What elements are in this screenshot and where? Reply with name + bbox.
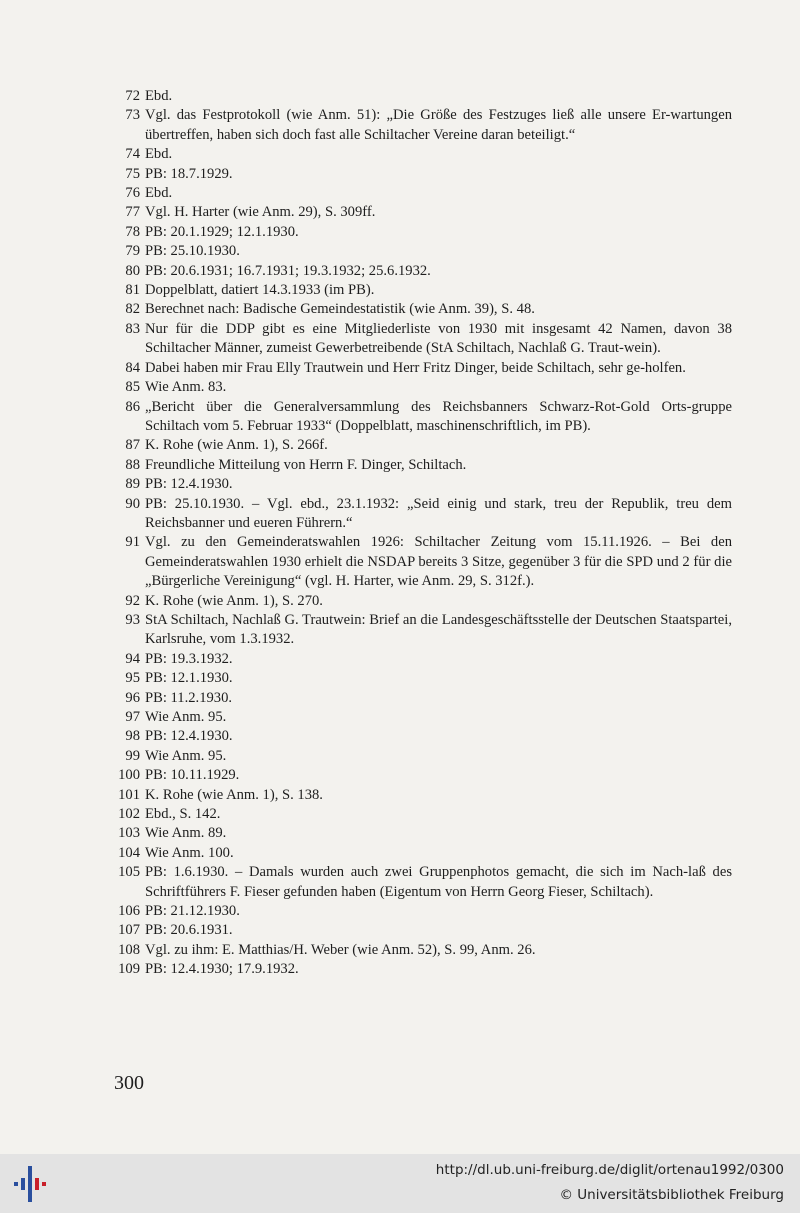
endnote-text: Dabei haben mir Frau Elly Trautwein und Herr Fritz Dinger, beide Schiltach, sehr ge-holfen. [145,359,686,376]
endnote-text: PB: 18.7.1929. [145,165,233,182]
endnote [112,863,732,902]
library-footer [0,1154,800,1213]
endnote [112,902,732,921]
endnote [112,281,732,300]
endnote [112,689,732,708]
endnote-number: 78 [125,223,140,240]
endnote-number: 100 [118,767,140,784]
endnote-number: 81 [125,282,140,299]
endnote-text: PB: 21.12.1930. [145,903,240,920]
endnote-number: 85 [125,379,140,396]
endnote [112,611,732,650]
endnote-number: 89 [125,476,140,493]
endnote-text: „Bericht über die Generalversammlung des Reichsbanners Schwarz-Rot-Gold Orts-gruppe Schiltach vom 5. Februar 1933“ (Doppelblatt, maschinenschriftlich, im PB). [145,398,732,434]
endnote-number: 91 [125,534,140,551]
endnote-text: PB: 12.4.1930; 17.9.1932. [145,961,299,978]
endnote [112,242,732,261]
endnote-number: 88 [125,456,140,473]
endnote [112,747,732,766]
endnote [112,378,732,397]
endnote [112,533,732,591]
endnote-text: Wie Anm. 83. [145,379,227,396]
endnote [112,262,732,281]
endnote [112,708,732,727]
endnote-text: Wie Anm. 100. [145,844,234,861]
endnote-number: 97 [125,709,140,725]
endnote-number: 104 [118,844,140,861]
endnote [112,727,732,746]
endnote-text: PB: 12.4.1930. [145,476,233,493]
endnote-number: 82 [125,301,140,318]
endnote-text: PB: 20.6.1931. [145,922,233,939]
endnote [112,87,732,106]
endnote-text: Freundliche Mitteilung von Herrn F. Dinger, Schiltach. [145,456,467,473]
endnote-number: 108 [118,941,140,958]
endnote [112,669,732,688]
endnote-number: 94 [125,650,140,667]
endnote-number: 77 [125,204,140,221]
endnote-number: 103 [118,825,140,842]
endnote [112,786,732,805]
endnote [112,650,732,669]
endnote [112,320,732,359]
endnote-text: PB: 1.6.1930. – Damals wurden auch zwei Gruppenphotos gemacht, die sich im Nach-laß des Schriftführers F. Fieser gefunden haben (Eigentum von Herrn Georg Fieser, Schiltach). [145,864,732,900]
endnote-text: Vgl. das Festprotokoll (wie Anm. 51): „Die Größe des Festzuges ließ alle unsere Er-wartungen übertreffen, haben sich doch fast alle Schiltacher Vereine daran beteiligt.“ [145,107,732,143]
endnote-text: Doppelblatt, datiert 14.3.1933 (im PB). [145,282,375,299]
endnote-text: Vgl. H. Harter (wie Anm. 29), S. 309ff. [145,204,376,221]
endnote [112,805,732,824]
endnote-text: PB: 20.6.1931; 16.7.1931; 19.3.1932; 25.6.1932. [145,262,431,279]
endnote-text: Ebd. [145,185,173,202]
endnote-text: Berechnet nach: Badische Gemeindestatistik (wie Anm. 39), S. 48. [145,301,535,318]
endnote-text: K. Rohe (wie Anm. 1), S. 266f. [145,437,328,454]
endnote-number: 96 [125,689,140,706]
endnote [112,495,732,534]
endnote-number: 80 [125,262,140,279]
endnote-number: 87 [125,437,140,454]
endnote-number: 101 [118,786,140,803]
endnote-text: PB: 20.1.1929; 12.1.1930. [145,223,299,240]
endnote-text: PB: 12.4.1930. [145,728,233,745]
endnote-number: 107 [118,922,140,939]
endnote-text: Vgl. zu ihm: E. Matthias/H. Weber (wie Anm. 52), S. 99, Anm. 26. [145,941,536,958]
endnote-text: Wie Anm. 95. [145,747,227,764]
endnote-text: K. Rohe (wie Anm. 1), S. 270. [145,592,323,609]
source-url-link[interactable]: http://dl.ub.uni-freiburg.de/diglit/ortenau1992/0300 [435,1162,784,1178]
endnote-text: PB: 19.3.1932. [145,650,233,667]
endnote-text: StA Schiltach, Nachlaß G. Trautwein: Brief an die Landesgeschäftsstelle der Deutschen Staatspartei, Karlsruhe, vom 1.3.1932. [145,611,732,648]
endnote [112,106,732,145]
endnote-number: 105 [118,864,140,881]
endnote-number: 75 [125,165,140,182]
endnote [112,921,732,940]
endnote [112,203,732,222]
endnote [112,960,732,979]
endnote [112,184,732,203]
endnote [112,436,732,455]
endnote-number: 95 [125,670,140,687]
endnote-number: 79 [125,243,140,260]
endnote-text: K. Rohe (wie Anm. 1), S. 138. [145,786,323,803]
endnote-text: PB: 12.1.1930. [145,670,233,687]
endnote-number: 72 [125,88,140,104]
endnote [112,824,732,843]
endnote-text: Ebd., S. 142. [145,806,221,823]
endnote-text: Wie Anm. 89. [145,825,227,842]
endnote-text: Ebd. [145,88,173,104]
endnote-text: Wie Anm. 95. [145,709,227,725]
endnote-number: 109 [118,961,140,978]
endnote-number: 74 [125,146,140,163]
endnote-text: Nur für die DDP gibt es eine Mitgliederliste von 1930 mit insgesamt 42 Namen, davon 38 Schiltacher Männer, zumeist Gewerbetreibende (StA Schiltach, Nachlaß G. Traut-wein). [145,320,732,357]
endnote [112,941,732,960]
endnote [112,165,732,184]
endnote-number: 76 [125,185,140,202]
endnote [112,844,732,863]
page-number: 300 [114,1072,144,1094]
endnote-text: Vgl. zu den Gemeinderatswahlen 1926: Schiltacher Zeitung vom 15.11.1926. – Bei den Gemeinderatswahlen 1930 erhielt die NSDAP bereits 3 Sitze, gegenüber 3 für die SPD und 2 für die „Bürgerliche Vereinigung“ (vgl. H. Harter, wie Anm. 29, S. 312f.). [145,534,732,590]
copyright-notice: © Universitätsbibliothek Freiburg [559,1187,784,1203]
endnote-number: 98 [125,728,140,745]
endnote-number: 99 [125,747,140,764]
endnote-text: PB: 25.10.1930. – Vgl. ebd., 23.1.1932: „Seid einig und stark, treu der Republik, treu dem Reichsbanner und eueren Führern.“ [145,495,732,531]
endnote-number: 90 [125,495,140,512]
endnote-text: PB: 25.10.1930. [145,243,240,260]
endnote-number: 86 [125,398,140,415]
endnote-number: 106 [118,903,140,920]
endnote [112,300,732,319]
endnote [112,456,732,475]
endnote-number: 102 [118,806,140,823]
endnote [112,766,732,785]
endnote-number: 84 [125,359,140,376]
endnotes-list [112,87,732,980]
endnote-number: 73 [125,107,140,124]
endnote [112,223,732,242]
endnote-text: Ebd. [145,146,173,163]
endnote-number: 83 [125,320,140,337]
endnote-text: PB: 10.11.1929. [145,767,240,784]
endnote-number: 92 [125,592,140,609]
endnote [112,475,732,494]
endnote [112,145,732,164]
endnote [112,592,732,611]
endnote [112,398,732,437]
endnote-text: PB: 11.2.1930. [145,689,233,706]
endnote-number: 93 [125,611,140,628]
endnote [112,359,732,378]
ub-freiburg-logo-icon [10,1164,50,1204]
